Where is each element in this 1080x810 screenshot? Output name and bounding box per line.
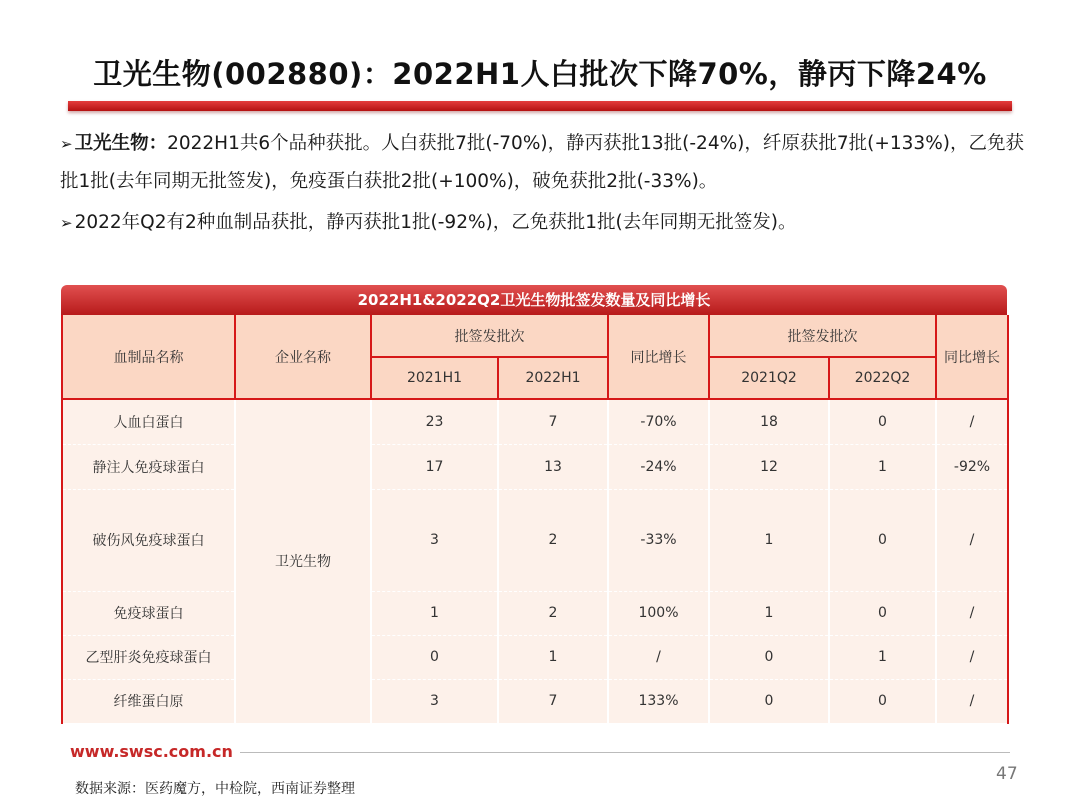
q2-2021-cell: 1 [709, 489, 829, 591]
yoy-q2-cell: -92% [936, 444, 1008, 489]
footer-divider [240, 752, 1010, 753]
h1-2022-cell: 1 [498, 635, 608, 679]
h1-2021-cell: 1 [371, 591, 498, 635]
q2-2022-cell: 0 [829, 679, 936, 723]
h1-2022-cell: 13 [498, 444, 608, 489]
q2-2022-cell: 1 [829, 635, 936, 679]
bullet-1-label: 卫光生物： [74, 133, 168, 154]
table-row [62, 444, 1008, 489]
q2-2021-cell: 1 [709, 591, 829, 635]
bullet-2-text: 2022年Q2有2种血制品获批，静丙获批1批(-92%)，乙免获批1批(去年同期无批签发)。 [74, 212, 797, 233]
table-caption: 2022H1&2022Q2卫光生物批签发数量及同比增长 [61, 285, 1007, 315]
product-name-cell: 纤维蛋白原 [62, 679, 235, 723]
q2-2022-cell: 1 [829, 444, 936, 489]
header-2022q2: 2022Q2 [829, 357, 936, 399]
header-2021q2: 2021Q2 [709, 357, 829, 399]
yoy-h1-cell: 100% [608, 591, 709, 635]
header-2021h1: 2021H1 [371, 357, 498, 399]
header-yoy-q2: 同比增长 [936, 315, 1008, 399]
bullet-paragraph-2 [60, 204, 1040, 242]
table-row [62, 591, 1008, 635]
data-source-note: 数据来源：医药魔方，中检院，西南证券整理 [75, 781, 355, 797]
footer-website-link[interactable]: www.swsc.com.cn [70, 742, 233, 761]
h1-2021-cell: 3 [371, 679, 498, 723]
product-name-cell: 乙型肝炎免疫球蛋白 [62, 635, 235, 679]
header-company-name: 企业名称 [235, 315, 371, 399]
company-name-cell: 卫光生物 [235, 399, 371, 723]
table-row [62, 399, 1008, 444]
yoy-h1-cell: 133% [608, 679, 709, 723]
h1-2022-cell: 2 [498, 489, 608, 591]
bullet-1-text: 2022H1共6个品种获批。人白获批7批(-70%)，静丙获批13批(-24%)，纤原获批7批(+133%)，乙免获批1批(去年同期无批签发)，免疫蛋白获批2批(+100%)，破免获批2批(-33%)。 [60, 133, 1024, 192]
data-table [61, 315, 1009, 724]
bullet-paragraph-1 [60, 125, 1040, 201]
product-name-cell: 人血白蛋白 [62, 399, 235, 444]
page-number: 47 [996, 764, 1018, 784]
q2-2021-cell: 0 [709, 679, 829, 723]
yoy-q2-cell: / [936, 591, 1008, 635]
q2-2022-cell: 0 [829, 489, 936, 591]
h1-2021-cell: 23 [371, 399, 498, 444]
h1-2021-cell: 3 [371, 489, 498, 591]
q2-2021-cell: 0 [709, 635, 829, 679]
header-batches-q2: 批签发批次 [709, 315, 936, 357]
page-title: 卫光生物(002880)：2022H1人白批次下降70%，静丙下降24% [93, 57, 987, 91]
arrow-bullet-icon: ➢ [60, 135, 73, 153]
q2-2022-cell: 0 [829, 591, 936, 635]
batch-release-table [61, 285, 1007, 724]
q2-2021-cell: 18 [709, 399, 829, 444]
yoy-h1-cell: -70% [608, 399, 709, 444]
product-name-cell: 破伤风免疫球蛋白 [62, 489, 235, 591]
table-row [62, 489, 1008, 591]
q2-2022-cell: 0 [829, 399, 936, 444]
product-name-cell: 免疫球蛋白 [62, 591, 235, 635]
yoy-q2-cell: / [936, 635, 1008, 679]
yoy-q2-cell: / [936, 679, 1008, 723]
table-row [62, 679, 1008, 723]
header-2022h1: 2022H1 [498, 357, 608, 399]
h1-2022-cell: 7 [498, 679, 608, 723]
yoy-h1-cell: -33% [608, 489, 709, 591]
product-name-cell: 静注人免疫球蛋白 [62, 444, 235, 489]
h1-2022-cell: 7 [498, 399, 608, 444]
header-yoy-h1: 同比增长 [608, 315, 709, 399]
title-underline-bar [68, 101, 1012, 111]
h1-2021-cell: 0 [371, 635, 498, 679]
arrow-bullet-icon: ➢ [60, 214, 73, 232]
yoy-h1-cell: -24% [608, 444, 709, 489]
yoy-q2-cell: / [936, 399, 1008, 444]
q2-2021-cell: 12 [709, 444, 829, 489]
h1-2021-cell: 17 [371, 444, 498, 489]
yoy-h1-cell: / [608, 635, 709, 679]
header-product-name: 血制品名称 [62, 315, 235, 399]
header-batches-h1: 批签发批次 [371, 315, 608, 357]
table-row [62, 635, 1008, 679]
yoy-q2-cell: / [936, 489, 1008, 591]
h1-2022-cell: 2 [498, 591, 608, 635]
